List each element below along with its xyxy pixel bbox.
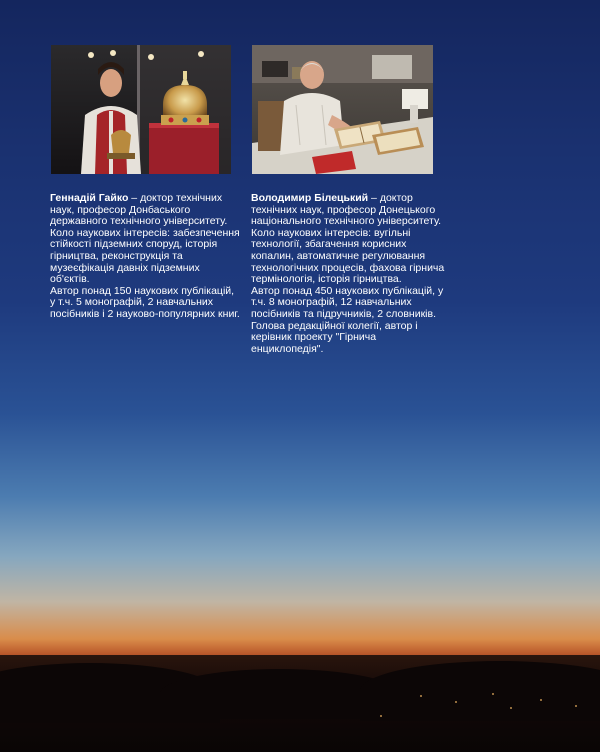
- author-interests: Коло наукових інтересів: вугільні технології, збагачення корисних копалин, автоматичне регулювання технологічних процесів, фахова гірнича термінологія, історія гірництва.: [251, 226, 445, 286]
- author-name: Володимир Білецький: [251, 192, 369, 204]
- author-publications: Автор понад 150 наукових публікацій, у т.ч. 5 монографій, 2 навчальних посібників і 2 науково-популярних книг.: [50, 284, 240, 320]
- author-interests: Коло наукових інтересів: забезпечення стійкості підземних споруд, історія гірництва, реконструкція та музеєфікація давніх підземних об'єктів.: [50, 226, 240, 286]
- author-bio-gayko: [50, 193, 240, 321]
- author-photo-gayko: [51, 45, 231, 174]
- author-bio-intro: [50, 193, 240, 228]
- author-publications: Автор понад 450 наукових публікацій, у т.ч. 8 монографій, 12 навчальних посібників та підручників, 2 словників. Голова редакційної колегії, автор і керівник проекту "Гірнича енциклопедія".: [251, 284, 444, 355]
- author-photo-biletsky: [252, 45, 433, 174]
- author-position: – доктор технічних наук, професор Донецького національного технічного університету.: [251, 192, 442, 228]
- author-bio-intro: [251, 193, 447, 228]
- author-position: – доктор технічних наук, професор Донбаського державного технічного університету.: [50, 192, 228, 228]
- author-bio-biletsky: [251, 193, 447, 355]
- author-name: Геннадій Гайко: [50, 192, 129, 204]
- horizon-landscape: [0, 655, 600, 752]
